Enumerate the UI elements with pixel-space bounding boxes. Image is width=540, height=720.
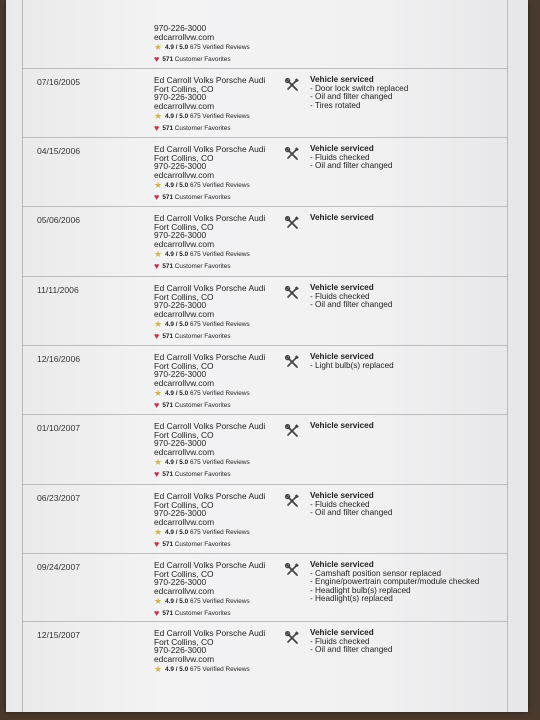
dealer-city: Fort Collins, CO [154,636,214,647]
dealer-phone: 970-226-3000 [154,369,207,380]
service-item: - Light bulb(s) replaced [310,360,394,370]
service-details [310,76,408,110]
dealer-website[interactable]: edcarrollvw.com [154,100,215,111]
heart-icon: ♥ [154,54,160,65]
dealer-city: Fort Collins, CO [154,221,214,232]
dealer-phone: 970-226-3000 [154,438,207,449]
service-records-list [23,0,507,702]
top-partial-record [23,0,507,68]
dealer-rating: ★ 4.9 / 5.0 675 Verified Reviews [154,319,250,330]
dealer-city: Fort Collins, CO [154,291,214,302]
service-item: - Oil and filter changed [310,92,393,102]
dealer-website[interactable]: edcarrollvw.com [154,516,215,527]
heart-icon: ♥ [154,469,160,480]
record-date: 01/10/2007 [37,423,81,433]
dealer-rating: ★ 4.9 / 5.0 675 Verified Reviews [154,111,250,122]
heart-icon: ♥ [154,192,160,203]
wrench-screwdriver-icon [285,494,299,508]
service-title: Vehicle serviced [310,213,374,222]
dealer-website[interactable]: edcarrollvw.com [154,238,215,249]
service-details [310,284,392,310]
wrench-screwdriver-icon [285,563,299,577]
dealer-name: Ed Carroll Volks Porsche Audi [154,628,266,638]
service-item: - Headlight bulb(s) replaced [310,585,411,595]
service-details [310,629,392,655]
wrench-screwdriver-icon [285,147,299,161]
dealer-rating: ★ 4.9 / 5.0 675 Verified Reviews [154,388,250,399]
service-record [23,68,507,137]
dealer-phone: 970-226-3000 [154,23,207,33]
dealer-name: Ed Carroll Volks Porsche Audi [154,75,266,85]
dealer-phone: 970-226-3000 [154,645,207,656]
heart-icon: ♥ [154,400,160,411]
service-title: Vehicle serviced [310,352,374,361]
dealer-city: Fort Collins, CO [154,429,214,440]
customer-favorites: ♥ 571 Customer Favorites [154,123,231,134]
star-icon: ★ [154,42,163,53]
record-date: 05/06/2006 [37,215,81,225]
star-icon: ★ [154,664,163,675]
dealer-city: Fort Collins, CO [154,152,214,163]
dealer-name: Ed Carroll Volks Porsche Audi [154,421,266,431]
service-details [310,422,374,431]
heart-icon: ♥ [154,123,160,134]
dealer-phone: 970-226-3000 [154,577,207,588]
right-margin-rule [507,0,508,712]
service-history-page [6,0,528,712]
service-record [23,484,507,553]
service-details [310,561,479,604]
service-item: - Fluids checked [310,152,370,162]
customer-favorites: ♥ 571 Customer Favorites [154,331,231,342]
dealer-info [154,422,265,480]
customer-favorites: ♥ 571 Customer Favorites [154,400,231,411]
dealer-info [154,629,265,675]
record-date: 07/16/2005 [37,77,81,87]
service-title: Vehicle serviced [310,421,374,430]
service-item: - Engine/powertrain computer/module checked [310,577,480,587]
dealer-rating: ★ 4.9 / 5.0 675 Verified Reviews [154,249,250,260]
dealer-website[interactable]: edcarrollvw.com [154,653,215,664]
dealer-city: Fort Collins, CO [154,83,214,94]
service-record [23,276,507,345]
heart-icon: ♥ [154,261,160,272]
service-title: Vehicle serviced [310,491,374,500]
record-date: 09/24/2007 [37,562,81,572]
service-item: - Fluids checked [310,499,370,509]
service-title: Vehicle serviced [310,283,374,292]
dealer-info [154,353,265,411]
dealer-website[interactable]: edcarrollvw.com [154,585,215,596]
service-details [310,353,394,370]
dealer-phone: 970-226-3000 [154,230,207,241]
service-details [310,492,392,518]
star-icon: ★ [154,388,163,399]
service-item: - Tires rotated [310,100,361,110]
heart-icon: ♥ [154,331,160,342]
dealer-city: Fort Collins, CO [154,360,214,371]
service-item: - Headlight(s) replaced [310,594,393,604]
star-icon: ★ [154,180,163,191]
record-date: 11/11/2006 [37,285,79,295]
dealer-rating: ★ 4.9 / 5.0 675 Verified Reviews [154,527,250,538]
service-record [23,137,507,206]
service-record [23,206,507,276]
heart-icon: ♥ [154,539,160,550]
dealer-info [154,561,265,619]
wrench-screwdriver-icon [285,631,299,645]
dealer-city: Fort Collins, CO [154,568,214,579]
service-item: - Fluids checked [310,291,370,301]
service-record [23,345,507,414]
dealer-rating: ★ 4.9 / 5.0 675 Verified Reviews [154,664,250,675]
dealer-rating: ★ 4.9 / 5.0 675 Verified Reviews [154,596,250,607]
dealer-rating: ★ 4.9 / 5.0 675 Verified Reviews [154,42,250,53]
dealer-info [154,214,265,272]
customer-favorites: ♥ 571 Customer Favorites [154,192,231,203]
heart-icon: ♥ [154,608,160,619]
dealer-phone: 970-226-3000 [154,508,207,519]
wrench-screwdriver-icon [285,286,299,300]
dealer-info [154,145,265,203]
service-title: Vehicle serviced [310,144,374,153]
star-icon: ★ [154,319,163,330]
wrench-screwdriver-icon [285,355,299,369]
dealer-name: Ed Carroll Volks Porsche Audi [154,144,266,154]
service-item: - Oil and filter changed [310,300,393,310]
dealer-info [154,76,265,134]
dealer-name: Ed Carroll Volks Porsche Audi [154,352,266,362]
star-icon: ★ [154,249,163,260]
service-item: - Oil and filter changed [310,161,393,171]
customer-favorites: ♥ 571 Customer Favorites [154,608,231,619]
service-title: Vehicle serviced [310,560,374,569]
service-title: Vehicle serviced [310,628,374,637]
record-date: 06/23/2007 [37,493,81,503]
record-date: 04/15/2006 [37,146,81,156]
dealer-city: Fort Collins, CO [154,499,214,510]
service-item: - Camshaft position sensor replaced [310,568,442,578]
star-icon: ★ [154,457,163,468]
service-details [310,145,392,171]
star-icon: ★ [154,111,163,122]
service-details [310,214,374,223]
customer-favorites: ♥ 571 Customer Favorites [154,54,231,65]
dealer-rating: ★ 4.9 / 5.0 675 Verified Reviews [154,457,250,468]
record-date: 12/16/2006 [37,354,81,364]
dealer-website[interactable]: edcarrollvw.com [154,308,215,319]
wrench-screwdriver-icon [285,424,299,438]
dealer-website[interactable]: edcarrollvw.com [154,446,215,457]
dealer-rating: ★ 4.9 / 5.0 675 Verified Reviews [154,180,250,191]
dealer-phone: 970-226-3000 [154,92,207,103]
dealer-name: Ed Carroll Volks Porsche Audi [154,491,266,501]
wrench-screwdriver-icon [285,78,299,92]
service-title: Vehicle serviced [310,75,374,84]
service-record [23,553,507,621]
star-icon: ★ [154,527,163,538]
dealer-website[interactable]: edcarrollvw.com [154,169,215,180]
service-record [23,621,507,702]
dealer-name: Ed Carroll Volks Porsche Audi [154,560,266,570]
customer-favorites: ♥ 571 Customer Favorites [154,469,231,480]
service-item: - Door lock switch replaced [310,83,409,93]
dealer-info [154,24,250,65]
service-item: - Oil and filter changed [310,645,393,655]
dealer-phone: 970-226-3000 [154,300,207,311]
dealer-phone: 970-226-3000 [154,161,207,172]
customer-favorites: ♥ 571 Customer Favorites [154,539,231,550]
service-item: - Oil and filter changed [310,508,393,518]
record-date: 12/15/2007 [37,630,81,640]
dealer-website[interactable]: edcarrollvw.com [154,377,215,388]
service-item: - Fluids checked [310,636,370,646]
star-icon: ★ [154,596,163,607]
dealer-info [154,492,265,550]
dealer-name: Ed Carroll Volks Porsche Audi [154,283,266,293]
customer-favorites: ♥ 571 Customer Favorites [154,261,231,272]
service-record [23,414,507,484]
dealer-name: Ed Carroll Volks Porsche Audi [154,213,266,223]
dealer-info [154,284,265,342]
dealer-website[interactable]: edcarrollvw.com [154,31,215,42]
wrench-screwdriver-icon [285,216,299,230]
